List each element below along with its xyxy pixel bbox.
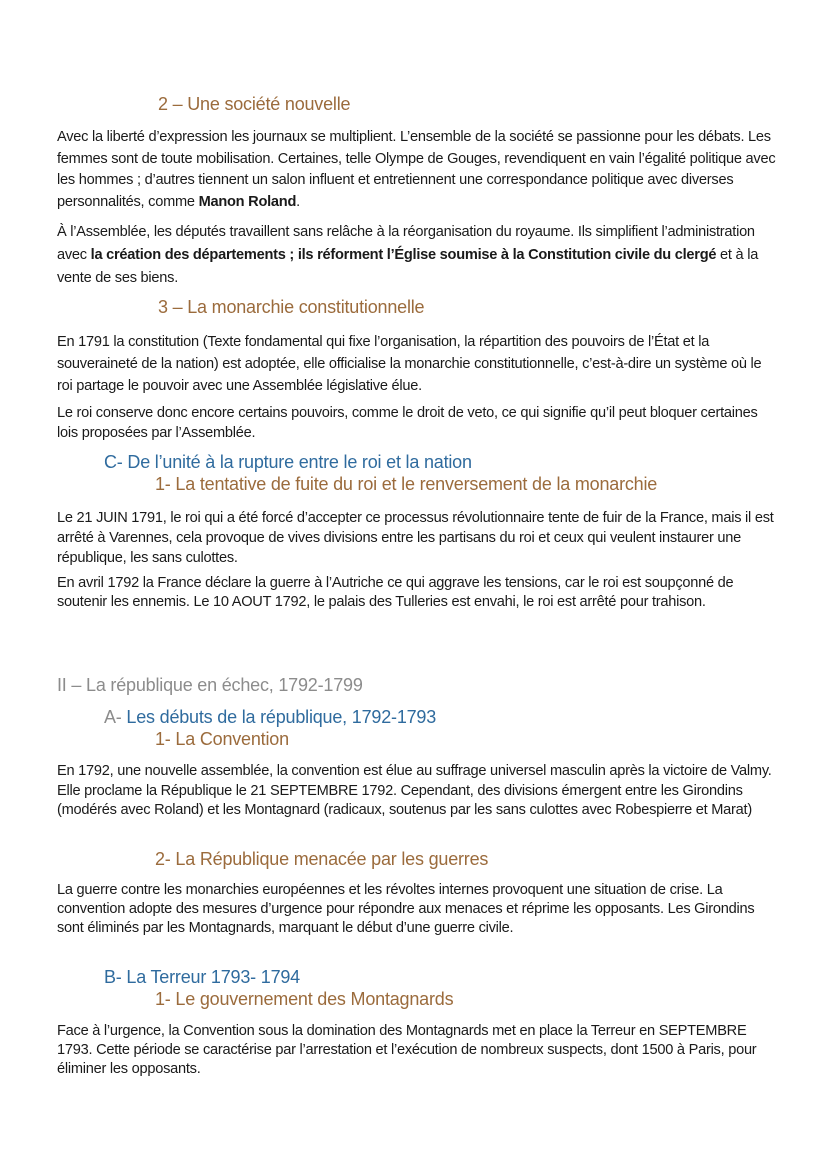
paragraph-convention: En 1792, une nouvelle assemblée, la convention est élue au suffrage universel masculin après la victoire de Valmy. Elle proclame la République le 21 SEPTEMBRE 1792. Cependant, des divisions émergent entre les Girondins (modérés avec Roland) et les Montagnard (radicaux, soutenus par les sans culottes avec Robespierre et Marat) [57,763,772,818]
heading-gouvernement-montagnards: 1- Le gouvernement des Montagnards [155,989,454,1009]
paragraph-constitution: En 1791 la constitution (Texte fondamental qui fixe l’organisation, la répartition des pouvoirs de l’État et la souveraineté de la nation) est adoptée, elle officialise la monarchie constitutionnelle, c’est-à-dire un système où le roi partage le pouvoir avec une Assemblée législative élue. [57,334,762,394]
text: . [296,194,300,211]
paragraph-veto: Le roi conserve donc encore certains pouvoirs, comme le droit de veto, ce qui signifie qu’il peut bloquer certaines lois proposées par l’Assemblée. [57,405,758,441]
bold-text: la création des départements ; ils réforment l’Église soumise à la Constitution civile du clergé [90,247,717,263]
title: Les débuts de la république, 1792-1793 [126,707,437,727]
heading-fuite-du-roi: 1- La tentative de fuite du roi et le renversement de la monarchie [155,474,658,494]
bold-text: Manon Roland [198,194,297,211]
text: Avec la liberté d’expression les journaux se multiplient. L’ensemble de la société se passionne pour les débats. Les femmes sont de toute mobilisation. Certaines, telle Olympe de Gouges, revendiquent en vain l’égalité politique avec les hommes ; d’autres tiennent un salon influent et entretiennent une correspondance politique avec diverses personnalités, comme [57,129,776,211]
paragraph-assemblee [57,221,779,290]
paragraph-varennes: Le 21 JUIN 1791, le roi qui a été forcé d’accepter ce processus révolutionnaire tente de fuir de la France, mais il est arrêté à Varennes, cela provoque de vives divisions entre les partisans du roi et ceux qui veulent instaurer une république, les sans culottes. [57,510,774,566]
heading-c-rupture: C- De l’unité à la rupture entre le roi et la nation [104,452,472,472]
heading-a-debuts [104,707,436,728]
paragraph-guerre-autriche: En avril 1792 la France déclare la guerre à l’Autriche ce qui aggrave les tensions, car le roi est soupçonné de soutenir les ennemis. Le 10 AOUT 1792, le palais des Tulleries est envahi, le roi est arrêté pour trahison. [57,575,734,610]
text: et à la vente de ses biens. [57,247,759,286]
heading-part-ii: II – La république en échec, 1792-1799 [57,675,363,695]
heading-b-terreur: B- La Terreur 1793- 1794 [104,967,300,987]
text: À l’Assemblée, les députés travaillent sans relâche à la réorganisation du royaume. Ils simplifient l’administration avec [57,224,755,263]
paragraph-societe [57,127,779,214]
paragraph-guerres: La guerre contre les monarchies européennes et les révoltes internes provoquent une situation de crise. La convention adopte des mesures d’urgence pour répondre aux menaces et réprime les opposants. Les Girondins sont éliminés par les Montagnards, marquant le début d’une guerre civile. [57,882,755,936]
paragraph-terreur: Face à l’urgence, la Convention sous la domination des Montagnards met en place la Terreur en SEPTEMBRE 1793. Cette période se caractérise par l’arrestation et l’exécution de nombreux suspects, dont 1500 à Paris, pour éliminer les opposants. [57,1023,757,1077]
prefix: A- [104,707,127,727]
heading-convention: 1- La Convention [155,729,289,749]
heading-monarchie-constitutionnelle: 3 – La monarchie constitutionnelle [158,297,425,317]
heading-une-societe-nouvelle: 2 – Une société nouvelle [158,94,351,114]
heading-republique-menacee: 2- La République menacée par les guerres [155,849,489,869]
